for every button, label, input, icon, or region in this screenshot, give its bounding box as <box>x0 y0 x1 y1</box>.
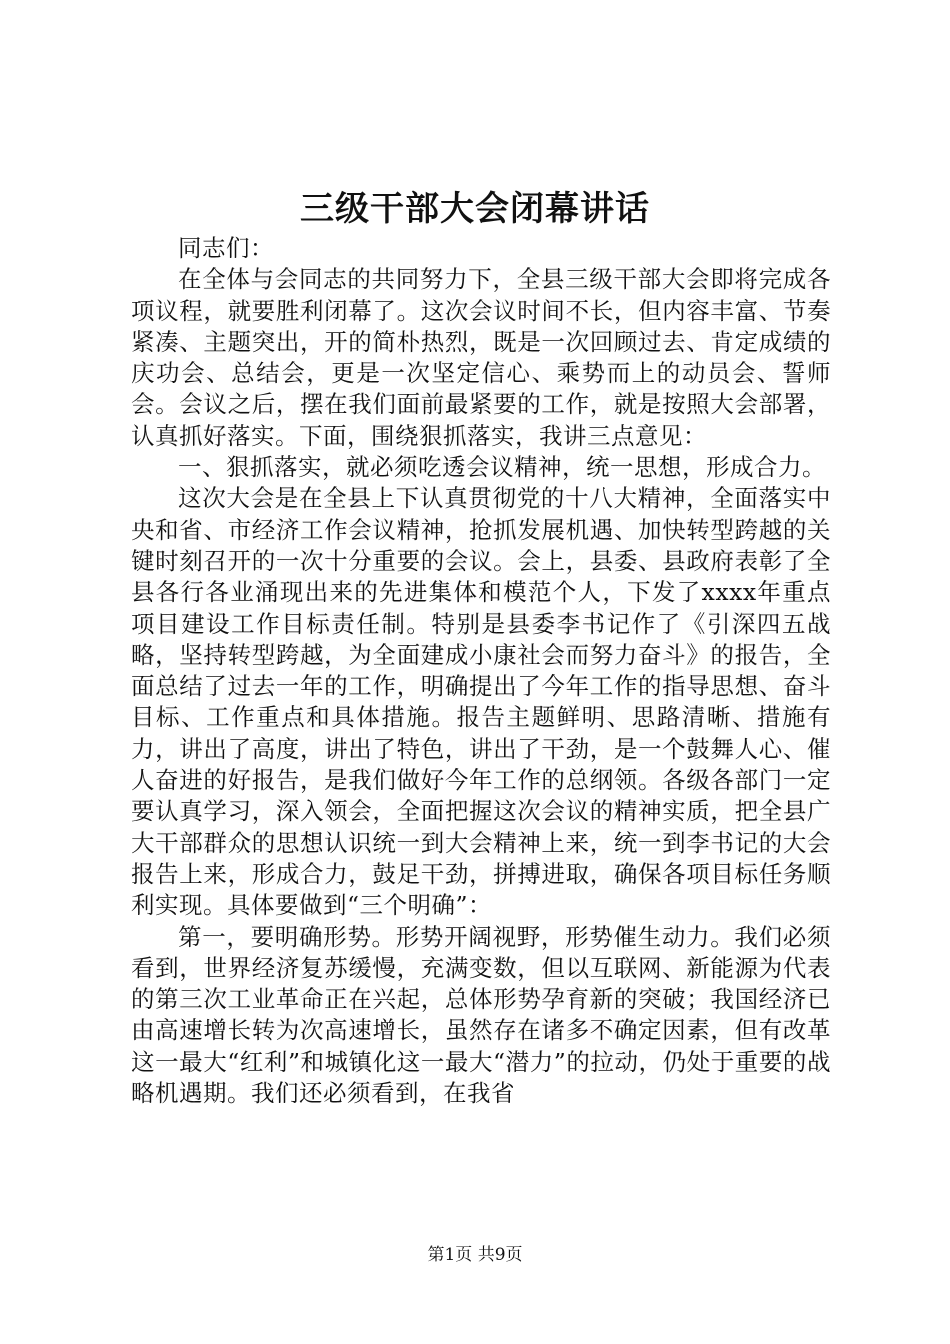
document-title: 三级干部大会闭幕讲话 <box>300 189 650 229</box>
body-paragraph: 第一，要明确形势。形势开阔视野，形势催生动力。我们必须看到，世界经济复苏缓慢，充满变数，但以互联网、新能源为代表的第三次工业革命正在兴起，总体形势孕育新的突破；我国经济已由高速增长转为次高速增长，虽然存在诸多不确定因素，但有改革这一最大“红利”和城镇化这一最大“潜力”的拉动，仍处于重要的战略机遇期。我们还必须看到，在我省 <box>131 922 831 1108</box>
section-heading-paragraph: 一、狠抓落实，就必须吃透会议精神，统一思想，形成合力。 <box>178 453 826 482</box>
page-footer: 第1页 共9页 <box>427 1245 523 1265</box>
document-body <box>131 233 831 1109</box>
intro-paragraph: 在全体与会同志的共同努力下，全县三级干部大会即将完成各项议程，就要胜利闭幕了。这次会议时间不长，但内容丰富、节奏紧凑、主题突出，开的简朴热烈，既是一次回顾过去、肯定成绩的庆功会、总结会，更是一次坚定信心、乘势而上的动员会、誓师会。会议之后，摆在我们面前最紧要的工作，就是按照大会部署，认真抓好落实。下面，围绕狠抓落实，我讲三点意见： <box>131 265 831 450</box>
salutation-paragraph: 同志们： <box>178 234 274 262</box>
body-paragraph: 这次大会是在全县上下认真贯彻党的十八大精神，全面落实中央和省、市经济工作会议精神，抢抓发展机遇、加快转型跨越的关键时刻召开的一次十分重要的会议。会上，县委、县政府表彰了全县各行各业涌现出来的先进集体和模范个人，下发了xxxx年重点项目建设工作目标责任制。特别是县委李书记作了《引深四五战略，坚持转型跨越，为全面建成小康社会而努力奋斗》的报告，全面总结了过去一年的工作，明确提出了今年工作的指导思想、奋斗目标、工作重点和具体措施。报告主题鲜明、思路清晰、措施有力，讲出了高度，讲出了特色，讲出了干劲，是一个鼓舞人心、催人奋进的好报告，是我们做好今年工作的总纲领。各级各部门一定要认真学习，深入领会，全面把握这次会议的精神实质，把全县广大干部群众的思想认识统一到大会精神上来，统一到李书记的大会报告上来，形成合力，鼓足干劲，拼搏进取，确保各项目标任务顺利实现。具体要做到“三个明确”： <box>131 484 831 920</box>
